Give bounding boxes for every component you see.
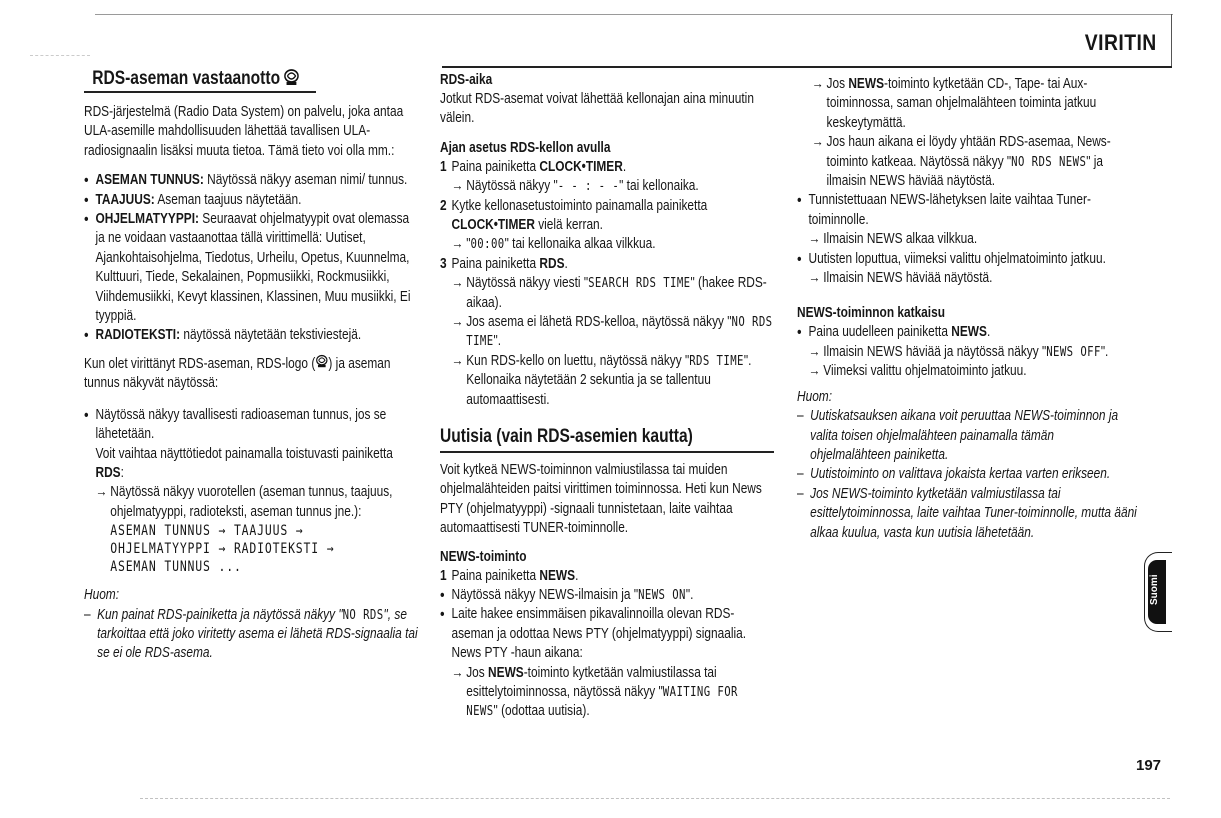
button-ref: RDS xyxy=(95,464,121,481)
news-list xyxy=(797,191,1137,288)
subsection-title: NEWS-toiminto xyxy=(440,548,527,565)
button-ref: RDS xyxy=(539,255,565,272)
step xyxy=(440,255,776,410)
list-item xyxy=(797,323,1137,381)
subsection-title: RDS-aika xyxy=(440,72,493,88)
text: Paina painiketta xyxy=(451,567,540,584)
text: -toiminto kytketään valmiustilassa tai esittelytoiminnossa, näytössä näkyy " xyxy=(466,664,717,701)
text: . xyxy=(622,158,627,175)
scan-artifact xyxy=(140,798,1170,799)
step-number: 1 xyxy=(440,158,447,175)
step-number: 3 xyxy=(440,255,447,272)
text: Näytössä näkyy NEWS-ilmaisin ja " xyxy=(451,587,639,604)
header-edge-line xyxy=(1171,14,1172,68)
result-line xyxy=(451,352,776,410)
item-term: OHJELMATYYPPI: xyxy=(95,211,199,228)
lcd-text: SEARCH RDS TIME xyxy=(588,276,691,292)
heading-underline xyxy=(84,91,316,93)
text: Jos xyxy=(826,76,849,92)
list-item xyxy=(84,191,418,210)
result-line xyxy=(451,235,776,254)
text: ". Kellonaika näytetään 2 sekuntia ja se tallentuu automaattisesti. xyxy=(466,352,752,408)
list-item xyxy=(84,406,418,576)
header-rule xyxy=(442,66,1172,68)
text: Kun olet virittänyt RDS-aseman, RDS-logo ( xyxy=(84,355,316,372)
item-text: Näytössä näkyy aseman nimi/ tunnus. xyxy=(203,172,408,189)
item-text: näytössä näytetään tekstiviestejä. xyxy=(180,327,362,344)
item-term: TAAJUUS: xyxy=(95,191,155,208)
text: -toiminto kytketään CD-, Tape- tai Aux-toiminnossa, saman ohjelmalähteen toiminta jatkuu keskeytymättä. xyxy=(826,76,1097,131)
text: . xyxy=(564,255,568,272)
text: Ilmaisin NEWS häviää ja näytössä näkyy " xyxy=(823,343,1047,360)
step-number: 2 xyxy=(440,197,447,214)
text: ". xyxy=(685,587,694,604)
lcd-text: NO RDS TIME xyxy=(466,315,773,350)
section-title: RDS-aseman vastaanotto xyxy=(92,68,281,90)
rds-body xyxy=(84,103,418,664)
button-ref: NEWS xyxy=(951,324,987,341)
step-list xyxy=(440,158,776,410)
lcd-text: NO RDS NEWS xyxy=(1011,154,1087,170)
text: " xyxy=(466,236,471,253)
text: Jos haun aikana ei löydy yhtään RDS-asemaa, News-toiminto katkeaa. Näytössä näkyy " xyxy=(826,134,1111,170)
text: " (odottaa uutisia). xyxy=(493,703,590,720)
note-item: – Uutiskatsauksen aikana voit peruuttaa NEWS-toiminnon ja valita toisen ohjelmalähteen painamalla tämän ohjelmalähteen painiketta. xyxy=(797,407,1137,465)
lcd-text: WAITING FOR NEWS xyxy=(466,685,738,720)
result-line xyxy=(451,664,776,722)
news-list xyxy=(440,586,776,722)
text: ". xyxy=(493,333,502,350)
text: Kytke kellonasetustoiminto painamalla painiketta xyxy=(451,197,708,214)
result-line xyxy=(808,230,1137,249)
note-item xyxy=(84,606,418,664)
news-heading xyxy=(440,426,776,448)
text: ", se tarkoittaa että joko viritetty asema ei lähetä RDS-signaalia tai se ei ole RDS-asema. xyxy=(97,606,418,662)
text: Ilmaisin NEWS häviää näytöstä. xyxy=(823,270,993,287)
result-line xyxy=(812,75,1137,133)
news-off-list xyxy=(797,323,1137,381)
chapter-title: VIRITIN xyxy=(1085,30,1157,55)
result-line xyxy=(808,343,1137,362)
result-line xyxy=(808,269,1137,288)
top-rule xyxy=(95,14,1173,15)
text: ". xyxy=(1100,343,1109,360)
paragraph: Voit kytkeä NEWS-toiminnon valmiustilassa tai muiden ohjelmalähteiden paitsi virittimen toiminnossa. Heti kun News PTY (ohjelmatyyppi) -signaali tunnistetaan, laite vaihtaa automaattisesti TUNER-toiminnolle. xyxy=(440,462,762,537)
list-item xyxy=(84,326,418,345)
result-line xyxy=(95,483,418,576)
result-line xyxy=(451,274,776,313)
rds-time-section xyxy=(440,71,776,410)
text: " (hakee RDS-aikaa). xyxy=(466,275,767,311)
lcd-text: - - : - - xyxy=(557,179,620,195)
text: " ja ilmaisin NEWS häviää näytöstä. xyxy=(826,153,1104,190)
text: Tunnistettuaan NEWS-lähetyksen laite vaihtaa Tuner-toiminnolle. xyxy=(808,192,1091,228)
text: " tai kellonaika alkaa vilkkua. xyxy=(504,236,656,253)
item-term: ASEMAN TUNNUS: xyxy=(95,172,204,189)
section-title: Uutisia (vain RDS-asemien kautta) xyxy=(440,426,693,447)
button-ref: CLOCK•TIMER xyxy=(539,158,623,175)
text: . xyxy=(986,324,991,341)
rds-feature-list xyxy=(84,171,418,346)
lcd-text: NEWS ON xyxy=(638,588,686,604)
text: Uutisten loputtua, viimeksi valittu ohjelmatoiminto jatkuu. xyxy=(808,250,1106,267)
text: Paina painiketta xyxy=(451,255,540,272)
scan-artifact xyxy=(30,55,90,56)
page-number: 197 xyxy=(1136,757,1162,774)
item-term: RADIOTEKSTI: xyxy=(95,327,181,344)
display-list xyxy=(84,406,418,576)
button-ref: NEWS xyxy=(848,76,884,92)
list-item xyxy=(440,605,776,721)
subsection-title: Ajan asetus RDS-kellon avulla xyxy=(440,139,611,156)
step xyxy=(440,567,776,586)
note-label: Huom: xyxy=(797,388,833,405)
text: ) ja aseman tunnus näkyvät näytössä: xyxy=(84,355,391,392)
text: Laite hakee ensimmäisen pikavalinnoilla olevan RDS-aseman ja odottaa News PTY (ohjelmatyyppi) signaalia. News PTY -haun aikana: xyxy=(451,606,747,662)
text: Näytössä näkyy " xyxy=(466,178,558,195)
note-label: Huom: xyxy=(84,587,120,604)
list-item xyxy=(84,171,418,190)
step-number: 1 xyxy=(440,567,447,584)
logo-paragraph xyxy=(84,354,418,394)
result-line xyxy=(451,313,776,352)
paragraph: Jotkut RDS-asemat voivat lähettää kellonajan aina minuutin välein. xyxy=(440,91,754,127)
language-tab-label: Suomi xyxy=(1149,574,1160,605)
item-text: Seuraavat ohjelmatyypit ovat olemassa ja ne voidaan vastaanottaa tällä virittimellä: Uutiset, Ajankohtaisohjelma, Tiedotus, Urheilu, Opetus, Kuunnelma, Kulttuuri, Tiede, Sekalainen, Popmusiikki, Rockmusiikki, Viihdemusiikki, Kevyt klassinen, Klassinen, Muu musiikki, Ei tyyppiä. xyxy=(95,211,411,325)
item-text: Aseman taajuus näytetään. xyxy=(154,191,302,208)
lcd-text: NEWS OFF xyxy=(1046,344,1101,360)
step-list xyxy=(440,567,776,586)
lcd-line: OHJELMATYYPPI → RADIOTEKSTI → xyxy=(110,541,335,558)
lcd-line: ASEMAN TUNNUS ... xyxy=(110,559,242,576)
result-line xyxy=(451,177,776,196)
item-text: Voit vaihtaa näyttötiedot painamalla toistuvasti painiketta xyxy=(95,445,393,462)
text: vielä kerran. xyxy=(534,217,603,234)
text: Kun RDS-kello on luettu, näytössä näkyy " xyxy=(466,352,690,369)
list-item xyxy=(440,586,776,605)
button-ref: NEWS xyxy=(488,664,524,681)
text: " tai kellonaika. xyxy=(619,178,699,195)
step xyxy=(440,197,776,255)
item-text: Näytössä näkyy tavallisesti radioaseman tunnus, jos se lähetetään. xyxy=(95,406,387,443)
text: Jos xyxy=(466,664,489,681)
note-item: – Uutistoiminto on valittava jokaista kertaa varten erikseen. xyxy=(797,465,1137,484)
subsection-title: NEWS-toiminnon katkaisu xyxy=(797,305,945,322)
button-ref: CLOCK•TIMER xyxy=(451,217,535,234)
result-line xyxy=(812,133,1137,191)
news-body xyxy=(440,461,776,722)
list-item xyxy=(84,210,418,326)
list-item xyxy=(797,250,1137,289)
news-continued xyxy=(797,75,1137,543)
intro-paragraph: RDS-järjestelmä (Radio Data System) on palvelu, joka antaa ULA-asemille mahdollisuuden lähettää tavallisen ULA-radiosignaalin lisäksi muuta tietoa. Tämä tieto voi olla mm.: xyxy=(84,104,404,159)
lcd-sequence xyxy=(110,522,418,576)
text: Jos asema ei lähetä RDS-kelloa, näytössä näkyy " xyxy=(466,314,732,331)
section-rds-reception-heading xyxy=(84,68,418,92)
text: . xyxy=(575,567,579,584)
result-text: Näytössä näkyy vuorotellen (aseman tunnus, taajuus, ohjelmatyyppi, radioteksti, aseman tunnus jne.): xyxy=(110,484,393,520)
text: : xyxy=(120,464,124,481)
text: Ilmaisin NEWS alkaa vilkkua. xyxy=(823,231,978,248)
result-line xyxy=(808,362,1137,381)
lcd-text: 00:00 xyxy=(470,237,505,253)
lcd-text: RDS TIME xyxy=(689,353,744,369)
rds-logo-icon xyxy=(283,68,299,92)
rds-logo-icon xyxy=(315,354,328,374)
button-ref: NEWS xyxy=(539,567,576,584)
text: Viimeksi valittu ohjelmatoiminto jatkuu. xyxy=(823,363,1027,380)
text: Paina uudelleen painiketta xyxy=(808,324,952,341)
heading-underline xyxy=(440,451,774,453)
text: Paina painiketta xyxy=(451,158,540,175)
text: Kun painat RDS-painiketta ja näytössä näkyy " xyxy=(97,606,343,623)
lcd-line: ASEMAN TUNNUS → TAAJUUS → xyxy=(110,523,304,540)
lcd-text: NO RDS xyxy=(342,607,384,623)
text: Näytössä näkyy viesti " xyxy=(466,275,589,292)
list-item xyxy=(797,191,1137,249)
note-item: – Jos NEWS-toiminto kytketään valmiustilassa tai esittelytoiminnossa, laite vaihtaa Tuner-toiminnolle, mutta ääni alkaa kuulua, vasta kun uutisia lähetetään. xyxy=(797,485,1137,543)
step xyxy=(440,158,776,197)
